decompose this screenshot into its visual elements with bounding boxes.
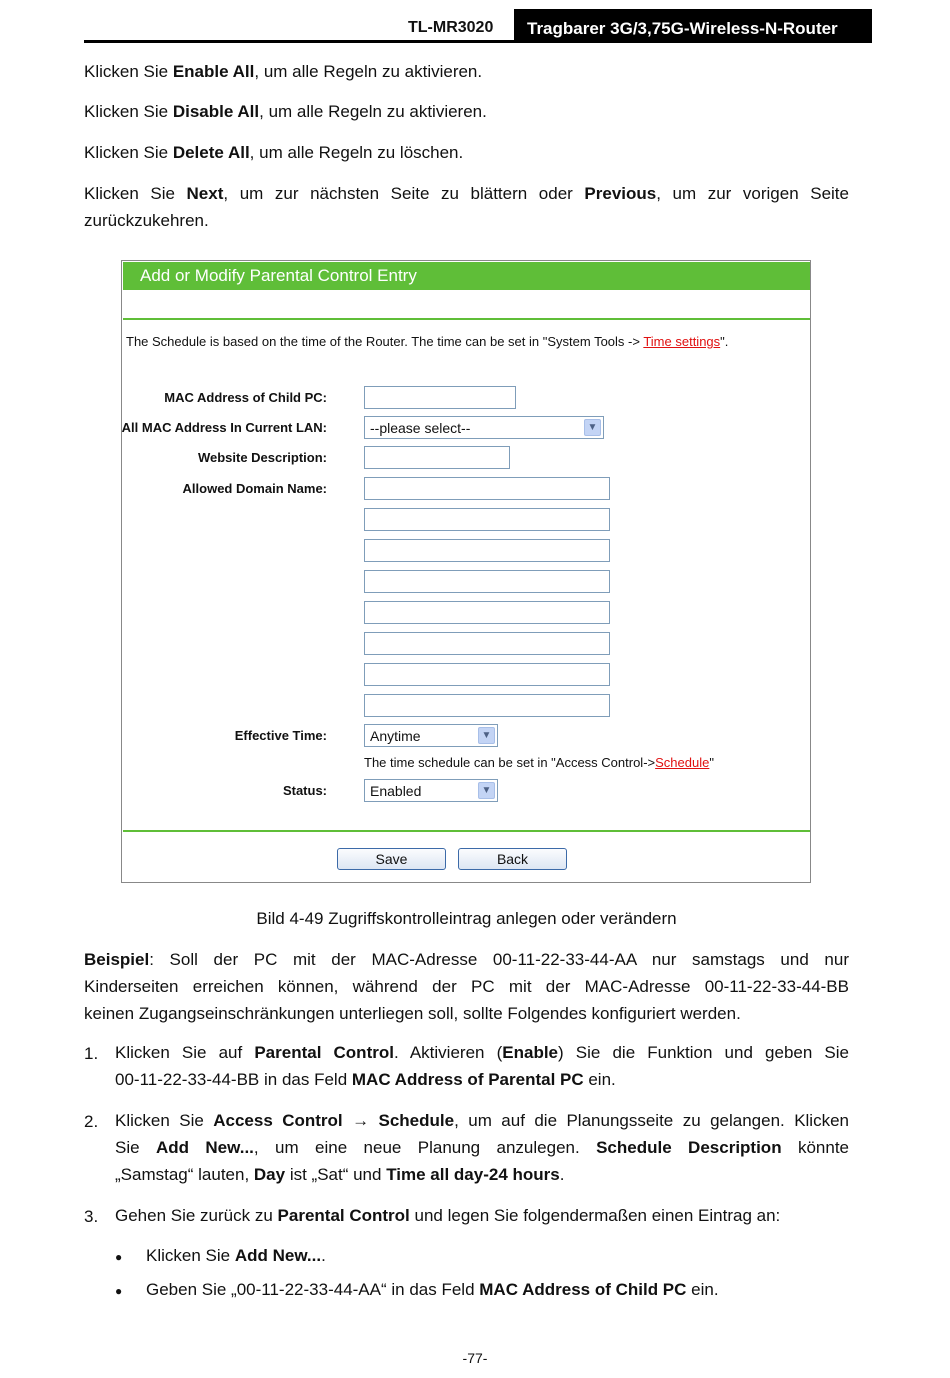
step-number: 3.	[84, 1207, 99, 1226]
chevron-down-icon: ▼	[584, 419, 601, 436]
schedule-note: The Schedule is based on the time of the Router. The time can be set in "System Tools -> Time settings".	[126, 334, 729, 349]
form-title-bar: Add or Modify Parental Control Entry	[123, 262, 810, 290]
step-3: Gehen Sie zurück zu Parental Control und legen Sie folgendermaßen einen Eintrag an:	[115, 1206, 781, 1225]
figure-caption: Bild 4-49 Zugriffskontrolleintrag anlegen oder verändern	[256, 909, 677, 928]
allowed-domain-input-5[interactable]	[364, 601, 610, 624]
step-1: Klicken Sie auf Parental Control. Aktivieren (Enable) Sie die Funktion und geben Sie 00-11-22-33-44-BB in das Feld MAC Address of Parental PC ein.	[115, 1043, 849, 1089]
allowed-domain-input-2[interactable]	[364, 508, 610, 531]
save-button[interactable]: Save	[337, 848, 446, 870]
next-previous-paragraph: Klicken Sie Next, um zur nächsten Seite zu blättern oder Previous, um zur vorigen Seite zurückzukehren.	[84, 184, 849, 230]
step-2: Klicken Sie Access Control → Schedule, um auf die Planungsseite zu gelangen. Klicken Sie Add New..., um eine neue Planung anzulegen. Schedule Description könnte „Samstag“ lauten, Day ist „Sat“ und Time all day-24 hours.	[115, 1111, 850, 1184]
chevron-down-icon: ▼	[478, 782, 495, 799]
mac-child-label: MAC Address of Child PC:	[164, 390, 327, 405]
header-model: TL-MR3020	[408, 19, 494, 36]
status-label: Status:	[282, 783, 327, 798]
header-product-title: Tragbarer 3G/3,75G-Wireless-N-Router	[514, 9, 872, 42]
page-number: -77-	[462, 1350, 488, 1366]
form-title-underline	[123, 318, 810, 320]
effective-time-label: Effective Time:	[234, 728, 327, 743]
mac-child-input[interactable]	[364, 386, 516, 409]
parental-control-form-figure	[121, 260, 811, 883]
time-settings-link[interactable]: Time settings	[643, 334, 721, 349]
back-button[interactable]: Back	[458, 848, 567, 870]
allowed-domain-input-7[interactable]	[364, 663, 610, 686]
bullet-item: Geben Sie „00-11-22-33-44-AA“ in das Feld MAC Address of Child PC ein.	[146, 1280, 719, 1299]
example-paragraph: Beispiel: Soll der PC mit der MAC-Adresse 00-11-22-33-44-AA nur samstags und nur Kinderseiten erreichen können, während der PC mit der MAC-Adresse 00-11-22-33-44-BB keinen Zugangseinschränkungen unterliegen soll, sollte Folgendes konfiguriert werden.	[84, 950, 849, 1023]
status-select[interactable]: Enabled ▼	[364, 779, 498, 802]
intro-disable-all: Klicken Sie Disable All, um alle Regeln zu aktivieren.	[84, 102, 487, 121]
allowed-domain-input-3[interactable]	[364, 539, 610, 562]
intro-delete-all: Klicken Sie Delete All, um alle Regeln zu löschen.	[84, 143, 464, 162]
bullet-icon: ●	[115, 1250, 123, 1264]
schedule-hint: The time schedule can be set in "Access Control->Schedule"	[364, 755, 714, 770]
allowed-domain-input-6[interactable]	[364, 632, 610, 655]
header-rule	[84, 40, 872, 43]
chevron-down-icon: ▼	[478, 727, 495, 744]
all-mac-select[interactable]: --please select-- ▼	[364, 416, 604, 439]
all-mac-label: All MAC Address In Current LAN:	[121, 420, 327, 435]
allowed-domain-input-1[interactable]	[364, 477, 610, 500]
website-description-input[interactable]	[364, 446, 510, 469]
schedule-link[interactable]: Schedule	[655, 755, 710, 770]
bullet-item: Klicken Sie Add New....	[146, 1246, 326, 1265]
effective-time-select[interactable]: Anytime ▼	[364, 724, 498, 747]
allowed-domain-label: Allowed Domain Name:	[182, 481, 327, 496]
bullet-icon: ●	[115, 1284, 123, 1298]
allowed-domain-input-8[interactable]	[364, 694, 610, 717]
website-description-label: Website Description:	[197, 450, 327, 465]
allowed-domain-input-4[interactable]	[364, 570, 610, 593]
intro-enable-all: Klicken Sie Enable All, um alle Regeln zu aktivieren.	[84, 62, 483, 81]
form-bottom-line	[123, 830, 810, 832]
step-number: 1.	[84, 1044, 99, 1063]
step-number: 2.	[84, 1112, 99, 1131]
